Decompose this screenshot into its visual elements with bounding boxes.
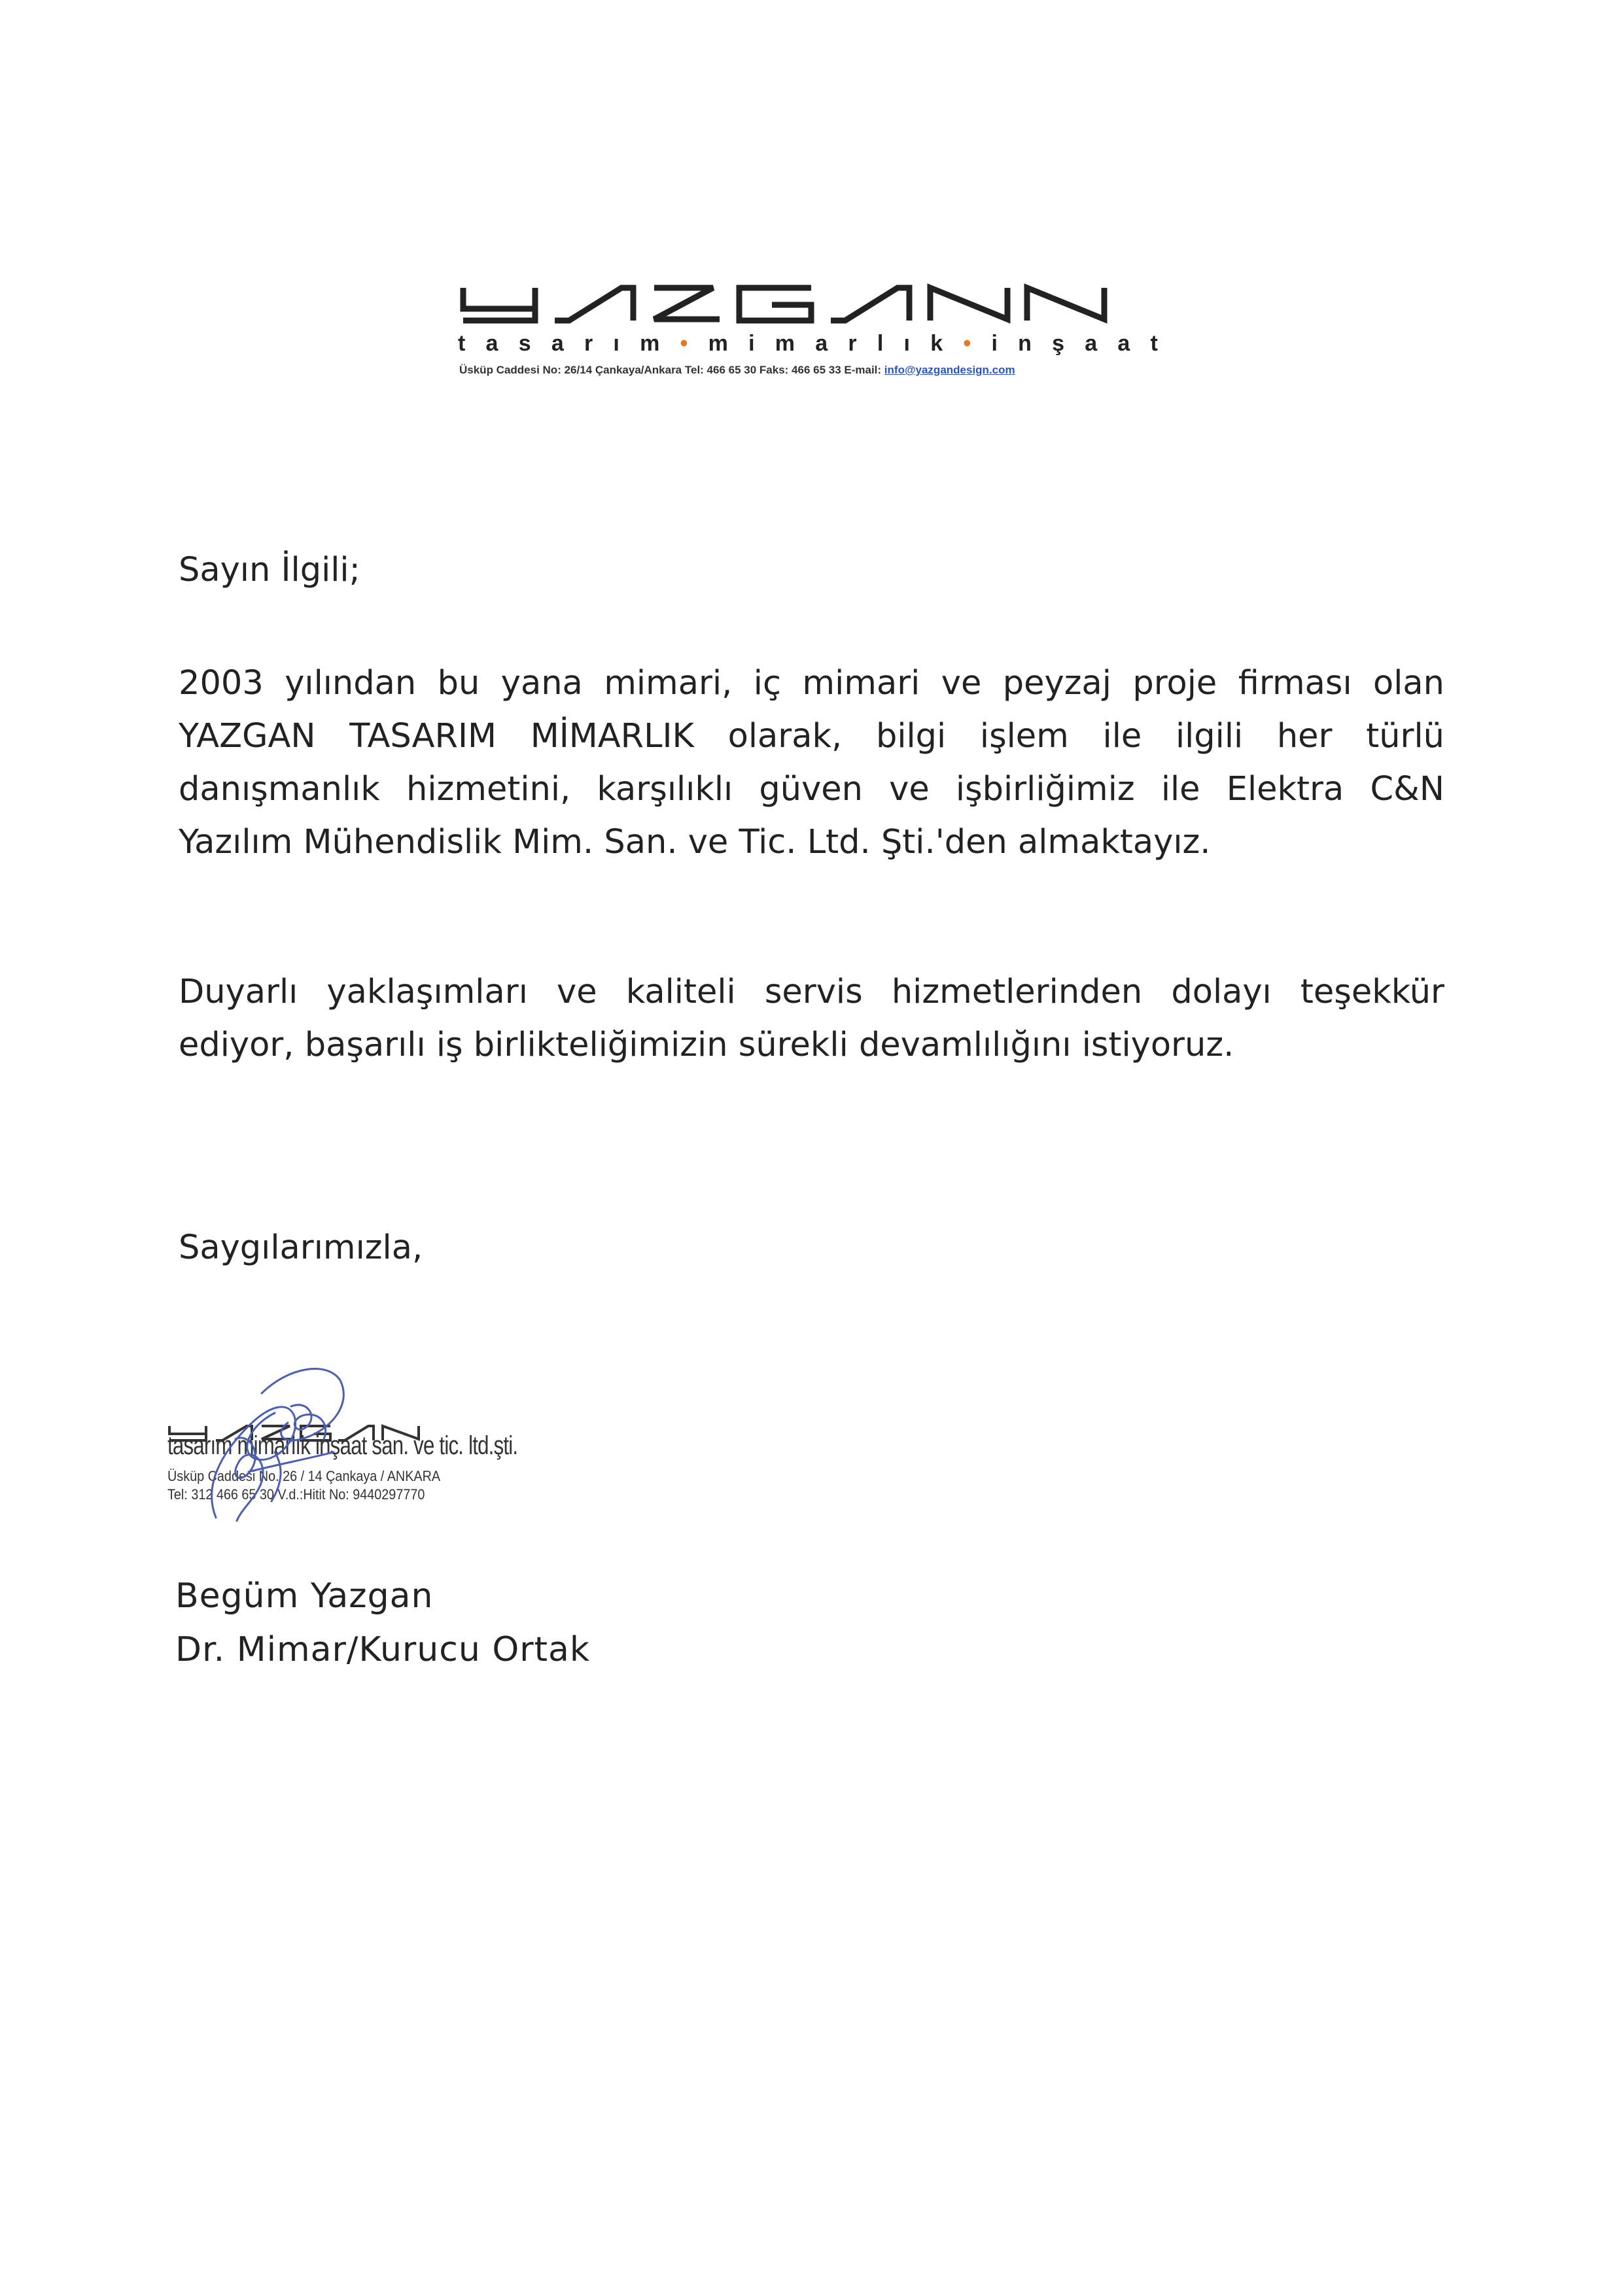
signer-name: Begüm Yazgan	[175, 1576, 434, 1616]
tagline-letter: k	[930, 330, 943, 356]
tagline-letter: m	[775, 330, 795, 356]
tagline-letter: ş	[1052, 330, 1065, 356]
tagline-letter: a	[485, 330, 498, 356]
salutation: Sayın İlgili;	[179, 551, 360, 589]
stamp-phone-line: Tel: 312 466 65 30 V.d.:Hitit No: 9440297770	[167, 1486, 425, 1503]
handwritten-signature	[177, 1354, 412, 1531]
stamp-company-line: tasarım mimarlık inşaat san. ve tic. ltd.şti.	[167, 1431, 518, 1460]
tagline-letter: ı	[613, 330, 620, 356]
stamp-address-line: Üsküp Caddesi No. 26 / 14 Çankaya / ANKARA	[167, 1468, 441, 1484]
paragraph-1	[179, 657, 1444, 869]
tagline-letter: a	[1117, 330, 1130, 356]
paragraph-1-line: 2003 yılından bu yana mimari, iç mimari ve peyzaj proje firması olan	[179, 664, 1444, 703]
paragraph-2	[179, 965, 1444, 1071]
tagline-letter: i	[991, 330, 998, 356]
tagline-letter: l	[877, 330, 884, 356]
tagline-separator: •	[680, 330, 688, 356]
tagline-letter: t	[1150, 330, 1158, 356]
signer-title: Dr. Mimar/Kurucu Ortak	[175, 1630, 590, 1669]
paragraph-1-line: Yazılım Mühendislik Mim. San. ve Tic. Ltd. Şti.'den almaktayız.	[179, 823, 1211, 861]
tagline	[458, 324, 1158, 363]
tagline-letter: ı	[903, 330, 910, 356]
email-link[interactable]: info@yazgandesign.com	[884, 364, 1015, 376]
tagline-letter: r	[584, 330, 593, 356]
tagline-letter: s	[518, 330, 531, 356]
tagline-letter: a	[815, 330, 828, 356]
tagline-letter: m	[640, 330, 660, 356]
tagline-letter: r	[848, 330, 857, 356]
tagline-letter: i	[748, 330, 755, 356]
paragraph-1-line: YAZGAN TASARIM MİMARLIK olarak, bilgi işlem ile ilgili her türlü	[179, 717, 1444, 756]
tagline-letter: a	[1085, 330, 1098, 356]
tagline-letter: n	[1018, 330, 1032, 356]
tagline-letter: t	[458, 330, 466, 356]
contact-address: Üsküp Caddesi No: 26/14 Çankaya/Ankara Tel: 466 65 30 Faks: 466 65 33 E-mail:	[459, 364, 884, 376]
tagline-separator: •	[963, 330, 971, 356]
paragraph-2-line: Duyarlı yaklaşımları ve kaliteli servis hizmetlerinden dolayı teşekkür	[179, 973, 1444, 1011]
closing: Saygılarımızla,	[179, 1228, 423, 1267]
letterhead	[0, 0, 1623, 406]
paragraph-2-line: ediyor, başarılı iş birlikteliğimizin sürekli devamlılığını istiyoruz.	[179, 1026, 1234, 1064]
tagline-letter: a	[551, 330, 564, 356]
contact-line	[459, 364, 1244, 377]
tagline-letter: m	[708, 330, 728, 356]
paragraph-1-line: danışmanlık hizmetini, karşılıklı güven ve işbirliğimiz ile Elektra C&N	[179, 770, 1444, 809]
